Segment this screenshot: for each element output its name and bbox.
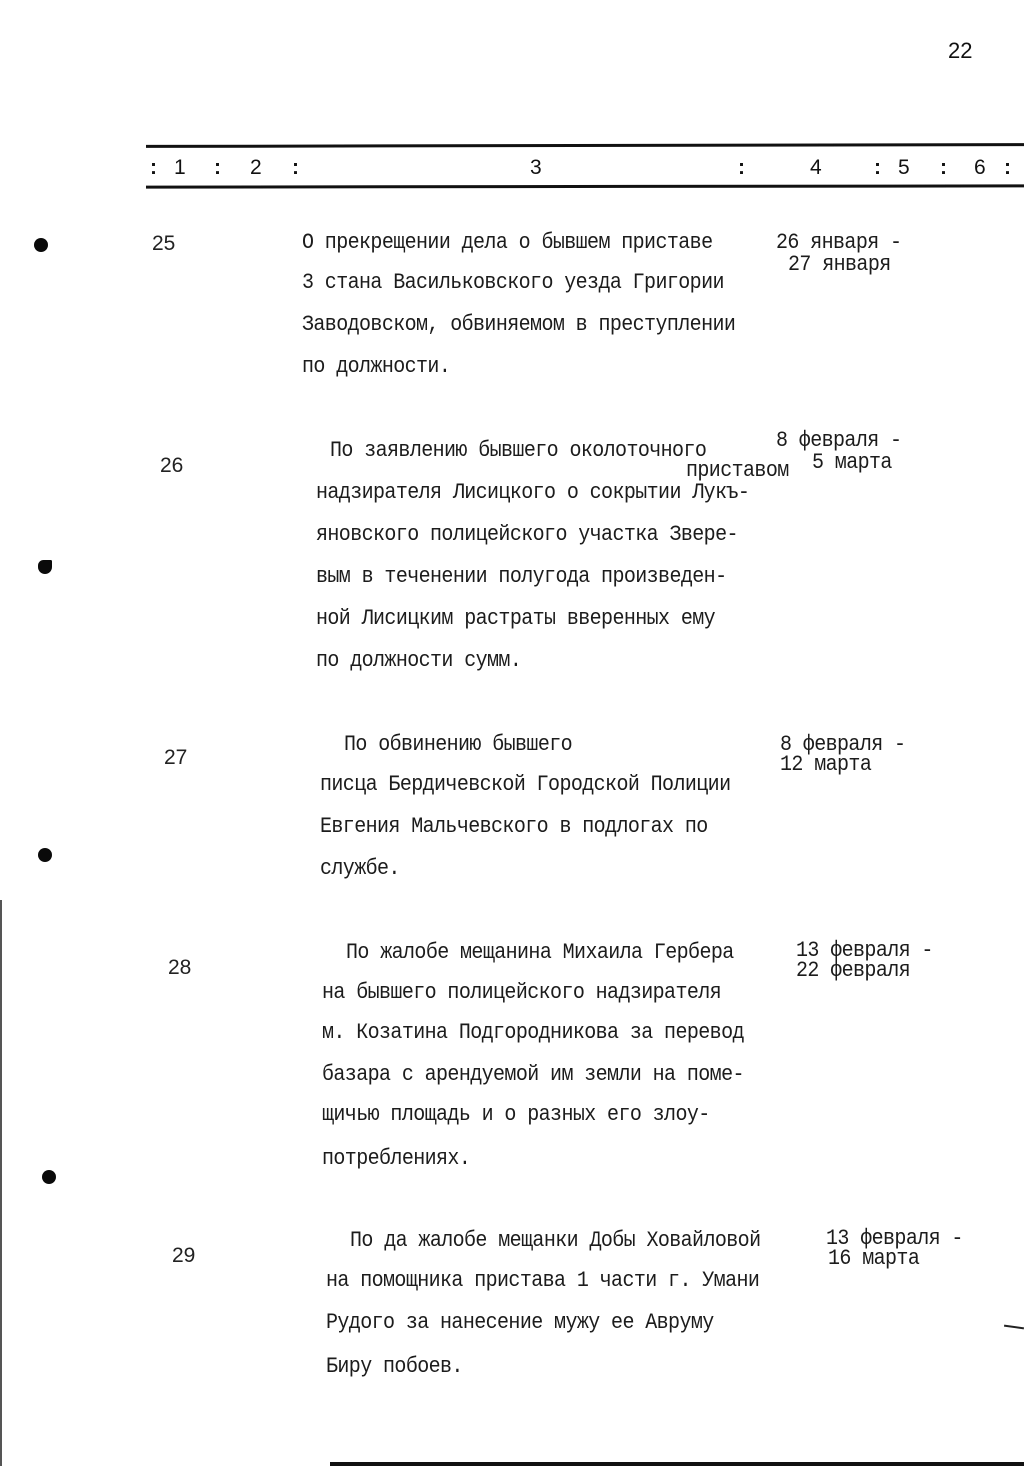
entry-text-line: Заводовском, обвиняемом в преступлении bbox=[302, 312, 736, 338]
header-separator: : bbox=[150, 156, 157, 179]
table-header bbox=[146, 156, 1024, 182]
header-bottom-rule bbox=[146, 184, 1024, 188]
entry-text-line: надзирателя Лисицкого о сокрытии Лукъ- bbox=[316, 480, 750, 506]
entry-text-line: службе. bbox=[320, 856, 400, 882]
entry-text-line: м. Козатина Подгородникова за перевод bbox=[322, 1020, 744, 1046]
page-number: 22 bbox=[948, 38, 973, 63]
punch-hole-mark bbox=[38, 560, 52, 574]
header-separator: : bbox=[214, 156, 221, 179]
entry-text-line: по должности сумм. bbox=[316, 648, 522, 674]
entry-number: 26 bbox=[160, 454, 184, 477]
date-end: 22 февраля bbox=[796, 958, 911, 984]
entry-number: 25 bbox=[152, 232, 176, 255]
date-end: 16 марта bbox=[828, 1246, 920, 1272]
header-separator: : bbox=[940, 156, 947, 179]
date-start: 13 февраля - bbox=[796, 938, 933, 964]
entry-text-line: По жалобе мещанина Михаила Гербера bbox=[346, 940, 734, 966]
date-start: 13 февраля - bbox=[826, 1226, 963, 1252]
punch-hole-mark bbox=[42, 1170, 56, 1184]
header-separator: : bbox=[1004, 156, 1011, 179]
header-col-6: 6 bbox=[974, 156, 986, 179]
entry-number: 29 bbox=[172, 1244, 196, 1267]
entry-text-line: яновского полицейского участка Звере- bbox=[316, 522, 738, 548]
entry-text-line: 3 стана Васильковского уезда Григории bbox=[302, 270, 724, 296]
date-start: 26 января - bbox=[776, 230, 902, 256]
entry-text-line: По да жалобе мещанки Добы Ховайловой bbox=[350, 1228, 761, 1254]
entry-text-line: щичью площадь и о разных его злоу- bbox=[322, 1102, 710, 1128]
date-end: 5 марта bbox=[812, 450, 892, 476]
header-separator: : bbox=[738, 156, 745, 179]
entry-text-line: на помощника пристава 1 части г. Умани bbox=[326, 1268, 760, 1294]
header-col-4: 4 bbox=[810, 156, 822, 179]
entry-number: 28 bbox=[168, 956, 192, 979]
header-col-3: 3 bbox=[530, 156, 542, 179]
scan-margin-mark bbox=[1004, 1325, 1024, 1330]
header-col-1: 1 bbox=[174, 156, 186, 179]
header-top-rule bbox=[146, 143, 1024, 148]
entry-text-line: По заявлению бывшего околоточного bbox=[330, 438, 707, 464]
date-start: 8 февраля - bbox=[780, 732, 906, 758]
punch-hole-mark bbox=[34, 238, 48, 252]
entry-number: 27 bbox=[164, 746, 188, 769]
entry-text-line: О прекрещении дела о бывшем приставе bbox=[302, 230, 713, 256]
date-end: 12 марта bbox=[780, 752, 872, 778]
entry-text-line: потреблениях. bbox=[322, 1146, 471, 1172]
header-separator: : bbox=[292, 156, 299, 179]
scan-bottom-edge bbox=[330, 1462, 1024, 1466]
date-end: 27 января bbox=[788, 252, 891, 278]
handwritten-insertion: приставом bbox=[686, 458, 789, 484]
entry-text-line: по должности. bbox=[302, 354, 451, 380]
header-col-2: 2 bbox=[250, 156, 262, 179]
entry-text-line: ной Лисицким растраты вверенных ему bbox=[316, 606, 716, 632]
entry-text-line: Евгения Мальчевского в подлогах по bbox=[320, 814, 708, 840]
entry-text-line: вым в теченении полугода произведен- bbox=[316, 564, 727, 590]
header-col-5: 5 bbox=[898, 156, 910, 179]
date-start: 8 февраля - bbox=[776, 428, 902, 454]
entry-text-line: Биру побоев. bbox=[326, 1354, 463, 1380]
entry-text-line: По обвинению бывшего bbox=[344, 732, 573, 758]
header-separator: : bbox=[874, 156, 881, 179]
entry-text-line: писца Бердичевской Городской Полиции bbox=[320, 772, 731, 798]
scan-left-edge bbox=[0, 900, 2, 1466]
entry-text-line: на бывшего полицейского надзирателя bbox=[322, 980, 722, 1006]
entry-text-line: Рудого за нанесение мужу ее Авруму bbox=[326, 1310, 714, 1336]
entry-text-line: базара с арендуемой им земли на поме- bbox=[322, 1062, 744, 1088]
punch-hole-mark bbox=[38, 848, 52, 862]
